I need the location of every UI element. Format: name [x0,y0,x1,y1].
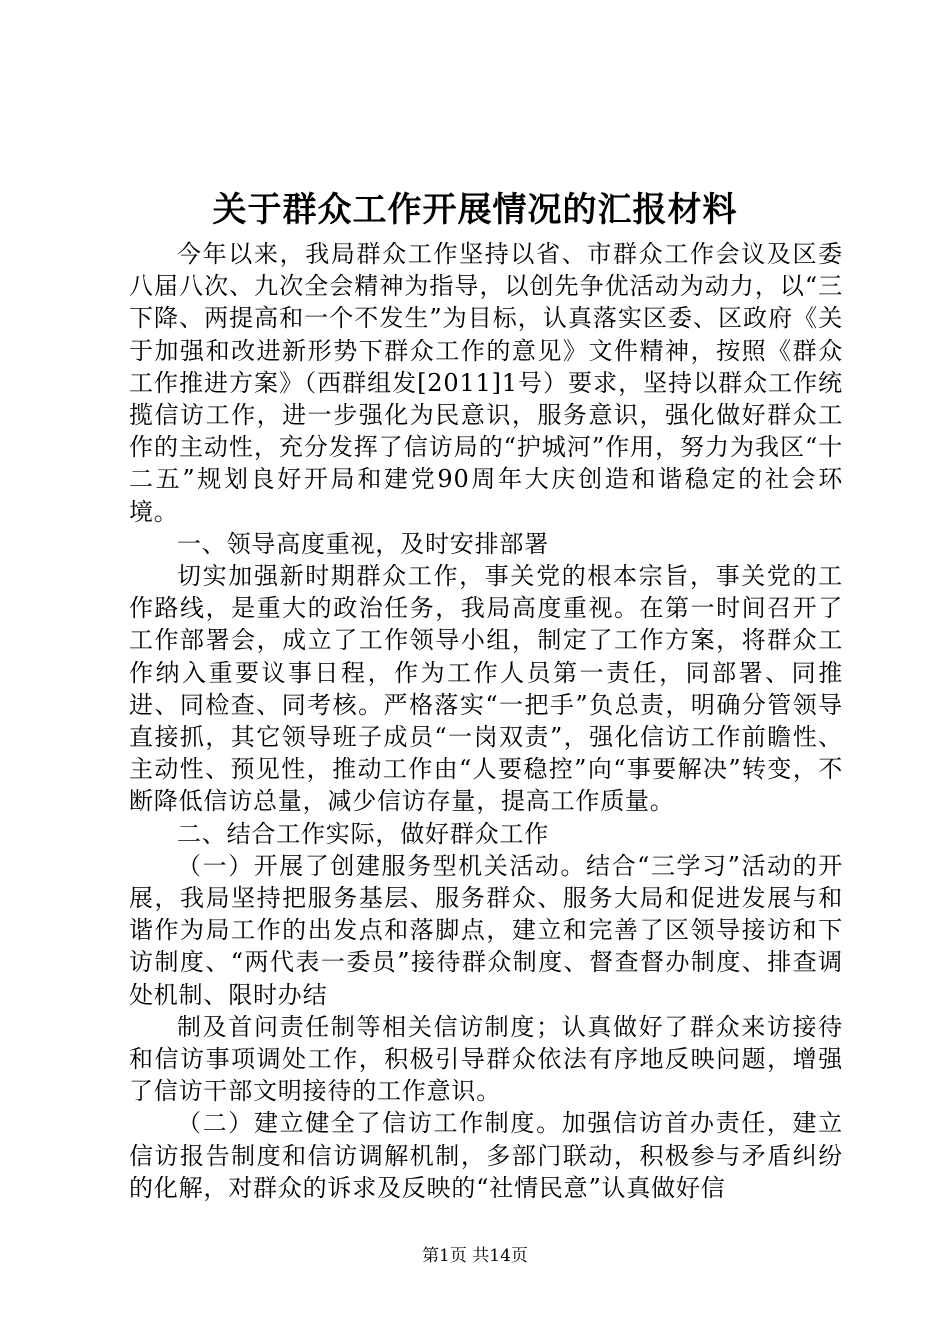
paragraph-section-1: 切实加强新时期群众工作，事关党的根本宗旨，事关党的工作路线，是重大的政治任务，我局高度重视。在第一时间召开了工作部署会，成立了工作领导小组，制定了工作方案，将群众工作纳入重要议事日程，作为工作人员第一责任，同部署、同推进、同检查、同考核。严格落实“一把手”负总责，明确分管领导直接抓，其它领导班子成员“一岗双责”，强化信访工作前瞻性、主动性、预见性，推动工作由“人要稳控”向“事要解决”转变，不断降低信访总量，减少信访存量，提高工作质量。 [129,562,843,816]
document-title: 关于群众工作开展情况的汇报材料 [212,190,738,230]
section-heading-2: 二、结合工作实际，做好群众工作 [177,819,549,848]
section-heading-1: 一、领导高度重视，及时安排部署 [177,529,549,558]
paragraph-intro: 今年以来，我局群众工作坚持以省、市群众工作会议及区委八届八次、九次全会精神为指导，以创先争优活动为动力，以“三下降、两提高和一个不发生”为目标，认真落实区委、区政府《关于加强和改进新形势下群众工作的意见》文件精神，按照《群众工作推进方案》（西群组发[2011]1号）要求，坚持以群众工作统揽信访工作，进一步强化为民意识，服务意识，强化做好群众工作的主动性，充分发挥了信访局的“护城河”作用，努力为我区“十二五”规划良好开局和建党90周年大庆创造和谐稳定的社会环境。 [129,240,843,526]
paragraph-subsection-1-cont: 制及首问责任制等相关信访制度；认真做好了群众来访接待和信访事项调处工作，积极引导群众依法有序地反映问题，增强了信访干部文明接待的工作意识。 [129,1012,843,1106]
page-footer: 第1页 共14页 [422,1246,528,1266]
document-body [129,238,843,1204]
paragraph-subsection-1: （一）开展了创建服务型机关活动。结合“三学习”活动的开展，我局坚持把服务基层、服务群众、服务大局和促进发展与和谐作为局工作的出发点和落脚点，建立和完善了区领导接访和下访制度、“两代表一委员”接待群众制度、督查督办制度、排查调处机制、限时办结 [129,851,843,1009]
paragraph-subsection-2: （二）建立健全了信访工作制度。加强信访首办责任，建立信访报告制度和信访调解机制，多部门联动，积极参与矛盾纠纷的化解，对群众的诉求及反映的“社情民意”认真做好信 [129,1109,843,1202]
